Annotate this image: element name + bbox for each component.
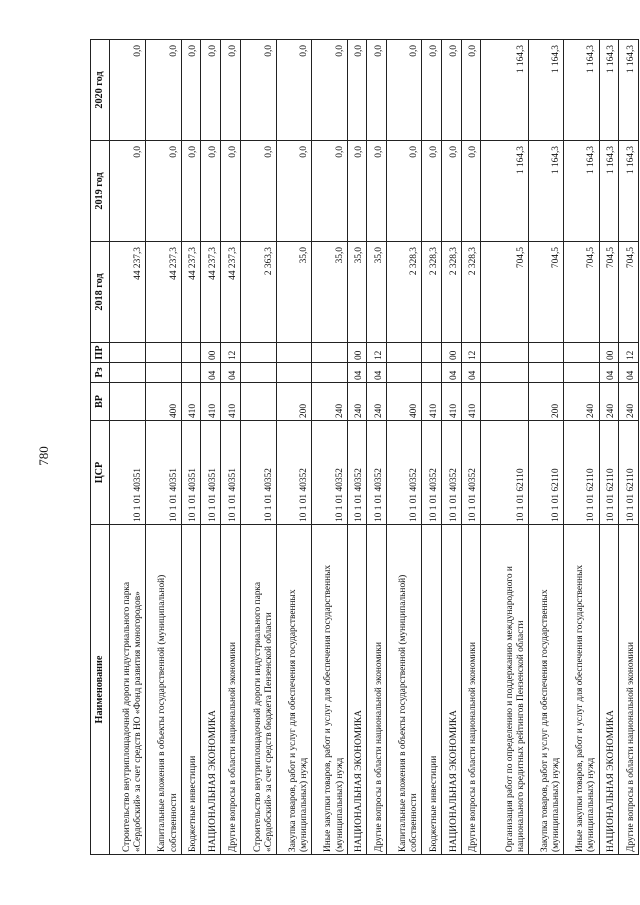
table-row <box>221 40 241 855</box>
cell-csr: 10 1 01 62110 <box>564 421 599 525</box>
cell-csr: 10 1 01 62110 <box>529 421 564 525</box>
cell-rz <box>564 363 599 383</box>
rotated-table-container <box>90 40 639 855</box>
table-row <box>529 40 564 855</box>
header-2018: 2018 год <box>91 242 110 343</box>
cell-2018: 704,5 <box>564 242 599 343</box>
cell-2019: 0,0 <box>146 141 181 242</box>
cell-2018: 44 237,3 <box>181 242 201 343</box>
cell-pr <box>110 343 146 363</box>
cell-2020: 0,0 <box>461 40 481 141</box>
cell-csr: 10 1 01 40352 <box>312 421 347 525</box>
cell-vr: 240 <box>599 383 619 421</box>
cell-2018: 44 237,3 <box>201 242 221 343</box>
cell-rz: 04 <box>347 363 367 383</box>
cell-2020: 1 164,3 <box>619 40 639 141</box>
header-2020: 2020 год <box>91 40 110 141</box>
cell-name: НАЦИОНАЛЬНАЯ ЭКОНОМИКА <box>599 525 619 855</box>
cell-rz <box>312 363 347 383</box>
cell-vr <box>110 383 146 421</box>
cell-vr: 240 <box>347 383 367 421</box>
cell-name: Иные закупки товаров, работ и услуг для обеспечения государственных (муниципальных) нужд <box>564 525 599 855</box>
table-row <box>181 40 201 855</box>
cell-name: Другие вопросы в области национальной экономики <box>461 525 481 855</box>
cell-rz: 04 <box>619 363 639 383</box>
cell-vr: 200 <box>529 383 564 421</box>
cell-csr: 10 1 01 40352 <box>367 421 387 525</box>
cell-2019: 0,0 <box>110 141 146 242</box>
cell-2019: 0,0 <box>240 141 276 242</box>
cell-csr: 10 1 01 40352 <box>422 421 442 525</box>
cell-rz: 04 <box>442 363 462 383</box>
cell-pr: 12 <box>461 343 481 363</box>
cell-csr: 10 1 01 40352 <box>240 421 276 525</box>
cell-2020: 0,0 <box>367 40 387 141</box>
cell-name: Другие вопросы в области национальной экономики <box>367 525 387 855</box>
cell-rz <box>277 363 312 383</box>
cell-csr: 10 1 01 62110 <box>619 421 639 525</box>
cell-rz: 04 <box>599 363 619 383</box>
cell-name: НАЦИОНАЛЬНАЯ ЭКОНОМИКА <box>442 525 462 855</box>
cell-2019: 0,0 <box>277 141 312 242</box>
cell-2018: 704,5 <box>619 242 639 343</box>
cell-2020: 1 164,3 <box>564 40 599 141</box>
cell-2018: 35,0 <box>312 242 347 343</box>
cell-pr <box>387 343 422 363</box>
cell-name: Закупка товаров, работ и услуг для обеспечения государственных (муниципальных) нужд <box>277 525 312 855</box>
cell-2020: 1 164,3 <box>481 40 529 141</box>
cell-vr: 400 <box>146 383 181 421</box>
cell-pr: 12 <box>619 343 639 363</box>
cell-2019: 1 164,3 <box>529 141 564 242</box>
cell-2020: 0,0 <box>422 40 442 141</box>
cell-rz <box>181 363 201 383</box>
cell-2018: 35,0 <box>277 242 312 343</box>
cell-name: Капитальные вложения в объекты государственной (муниципальной) собственности <box>387 525 422 855</box>
cell-2020: 0,0 <box>240 40 276 141</box>
table-row <box>347 40 367 855</box>
table-row <box>422 40 442 855</box>
table-row <box>481 40 529 855</box>
header-2019: 2019 год <box>91 141 110 242</box>
cell-2018: 704,5 <box>529 242 564 343</box>
cell-pr <box>240 343 276 363</box>
cell-csr: 10 1 01 40351 <box>110 421 146 525</box>
cell-2019: 1 164,3 <box>481 141 529 242</box>
cell-rz: 04 <box>367 363 387 383</box>
cell-pr: 00 <box>599 343 619 363</box>
cell-vr: 400 <box>387 383 422 421</box>
cell-csr: 10 1 01 40352 <box>347 421 367 525</box>
cell-name: Строительство внутриплощадочной дороги индустриального парка «Сердобский» за счет средств бюджета Пензенской области <box>240 525 276 855</box>
cell-name: НАЦИОНАЛЬНАЯ ЭКОНОМИКА <box>347 525 367 855</box>
cell-rz <box>387 363 422 383</box>
cell-vr: 410 <box>201 383 221 421</box>
cell-rz: 04 <box>461 363 481 383</box>
cell-name: Организация работ по определению и поддержанию международного и национального кредитных рейтингов Пензенской области <box>481 525 529 855</box>
cell-vr: 240 <box>619 383 639 421</box>
cell-2020: 0,0 <box>201 40 221 141</box>
cell-2018: 2 328,3 <box>422 242 442 343</box>
cell-2018: 2 328,3 <box>442 242 462 343</box>
cell-2019: 1 164,3 <box>564 141 599 242</box>
cell-2020: 0,0 <box>146 40 181 141</box>
cell-2020: 1 164,3 <box>529 40 564 141</box>
cell-2019: 1 164,3 <box>619 141 639 242</box>
cell-2019: 1 164,3 <box>599 141 619 242</box>
cell-pr: 00 <box>442 343 462 363</box>
cell-2018: 2 363,3 <box>240 242 276 343</box>
cell-name: Другие вопросы в области национальной экономики <box>619 525 639 855</box>
cell-vr <box>481 383 529 421</box>
cell-2018: 704,5 <box>599 242 619 343</box>
table-row <box>201 40 221 855</box>
cell-2018: 35,0 <box>367 242 387 343</box>
cell-2019: 0,0 <box>367 141 387 242</box>
table-row <box>146 40 181 855</box>
cell-csr: 10 1 01 40351 <box>201 421 221 525</box>
header-csr: ЦСР <box>91 421 110 525</box>
cell-2018: 704,5 <box>481 242 529 343</box>
cell-name: Закупка товаров, работ и услуг для обеспечения государственных (муниципальных) нужд <box>529 525 564 855</box>
cell-pr <box>277 343 312 363</box>
cell-2018: 2 328,3 <box>461 242 481 343</box>
cell-name: Капитальные вложения в объекты государственной (муниципальной) собственности <box>146 525 181 855</box>
cell-rz <box>240 363 276 383</box>
header-vr: ВР <box>91 383 110 421</box>
cell-pr: 00 <box>201 343 221 363</box>
cell-csr: 10 1 01 40352 <box>387 421 422 525</box>
cell-vr: 240 <box>367 383 387 421</box>
cell-pr <box>529 343 564 363</box>
cell-name: Иные закупки товаров, работ и услуг для обеспечения государственных (муниципальных) нужд <box>312 525 347 855</box>
cell-2020: 0,0 <box>110 40 146 141</box>
cell-vr: 200 <box>277 383 312 421</box>
cell-2019: 0,0 <box>461 141 481 242</box>
table-row <box>387 40 422 855</box>
cell-csr: 10 1 01 40351 <box>146 421 181 525</box>
cell-pr: 12 <box>221 343 241 363</box>
cell-csr: 10 1 01 40351 <box>181 421 201 525</box>
table-row <box>240 40 276 855</box>
page-number: 780 <box>35 446 51 466</box>
cell-vr: 410 <box>442 383 462 421</box>
cell-pr <box>481 343 529 363</box>
cell-2020: 0,0 <box>312 40 347 141</box>
table-row <box>442 40 462 855</box>
cell-2020: 0,0 <box>277 40 312 141</box>
cell-csr: 10 1 01 40351 <box>221 421 241 525</box>
table-body <box>110 40 639 855</box>
table-row <box>312 40 347 855</box>
cell-2019: 0,0 <box>312 141 347 242</box>
cell-vr: 240 <box>564 383 599 421</box>
cell-pr <box>181 343 201 363</box>
table-row <box>599 40 619 855</box>
cell-vr <box>240 383 276 421</box>
cell-csr: 10 1 01 40352 <box>461 421 481 525</box>
cell-rz: 04 <box>201 363 221 383</box>
cell-vr: 410 <box>221 383 241 421</box>
table-header-row <box>91 40 110 855</box>
cell-2018: 44 237,3 <box>110 242 146 343</box>
cell-vr: 240 <box>312 383 347 421</box>
cell-rz <box>110 363 146 383</box>
cell-vr: 410 <box>181 383 201 421</box>
header-rz: Рз <box>91 363 110 383</box>
cell-csr: 10 1 01 62110 <box>599 421 619 525</box>
cell-csr: 10 1 01 40352 <box>277 421 312 525</box>
cell-2020: 0,0 <box>221 40 241 141</box>
table-row <box>461 40 481 855</box>
cell-2019: 0,0 <box>347 141 367 242</box>
budget-table <box>90 39 639 855</box>
cell-rz <box>146 363 181 383</box>
table-row <box>367 40 387 855</box>
cell-2018: 44 237,3 <box>221 242 241 343</box>
cell-2020: 0,0 <box>347 40 367 141</box>
cell-rz <box>529 363 564 383</box>
header-name: Наименование <box>91 525 110 855</box>
table-row <box>619 40 639 855</box>
cell-2019: 0,0 <box>201 141 221 242</box>
cell-rz <box>422 363 442 383</box>
cell-2020: 0,0 <box>181 40 201 141</box>
cell-pr: 00 <box>347 343 367 363</box>
cell-2019: 0,0 <box>422 141 442 242</box>
table-row <box>564 40 599 855</box>
cell-rz: 04 <box>221 363 241 383</box>
cell-pr <box>312 343 347 363</box>
cell-rz <box>481 363 529 383</box>
header-pr: ПР <box>91 343 110 363</box>
cell-pr <box>146 343 181 363</box>
cell-vr: 410 <box>461 383 481 421</box>
cell-2019: 0,0 <box>387 141 422 242</box>
cell-2020: 1 164,3 <box>599 40 619 141</box>
cell-pr <box>564 343 599 363</box>
cell-name: Другие вопросы в области национальной экономики <box>221 525 241 855</box>
cell-2019: 0,0 <box>442 141 462 242</box>
cell-pr <box>422 343 442 363</box>
cell-2020: 0,0 <box>442 40 462 141</box>
cell-csr: 10 1 01 62110 <box>481 421 529 525</box>
cell-2019: 0,0 <box>221 141 241 242</box>
cell-name: Строительство внутриплощадочной дороги индустриального парка «Сердобский» за счет средств НО «Фонд развития моногородов» <box>110 525 146 855</box>
cell-csr: 10 1 01 40352 <box>442 421 462 525</box>
cell-2018: 44 237,3 <box>146 242 181 343</box>
cell-2019: 0,0 <box>181 141 201 242</box>
cell-2018: 2 328,3 <box>387 242 422 343</box>
table-row <box>277 40 312 855</box>
cell-2020: 0,0 <box>387 40 422 141</box>
cell-name: Бюджетные инвестиции <box>181 525 201 855</box>
table-row <box>110 40 146 855</box>
cell-2018: 35,0 <box>347 242 367 343</box>
cell-name: НАЦИОНАЛЬНАЯ ЭКОНОМИКА <box>201 525 221 855</box>
cell-name: Бюджетные инвестиции <box>422 525 442 855</box>
cell-vr: 410 <box>422 383 442 421</box>
cell-pr: 12 <box>367 343 387 363</box>
